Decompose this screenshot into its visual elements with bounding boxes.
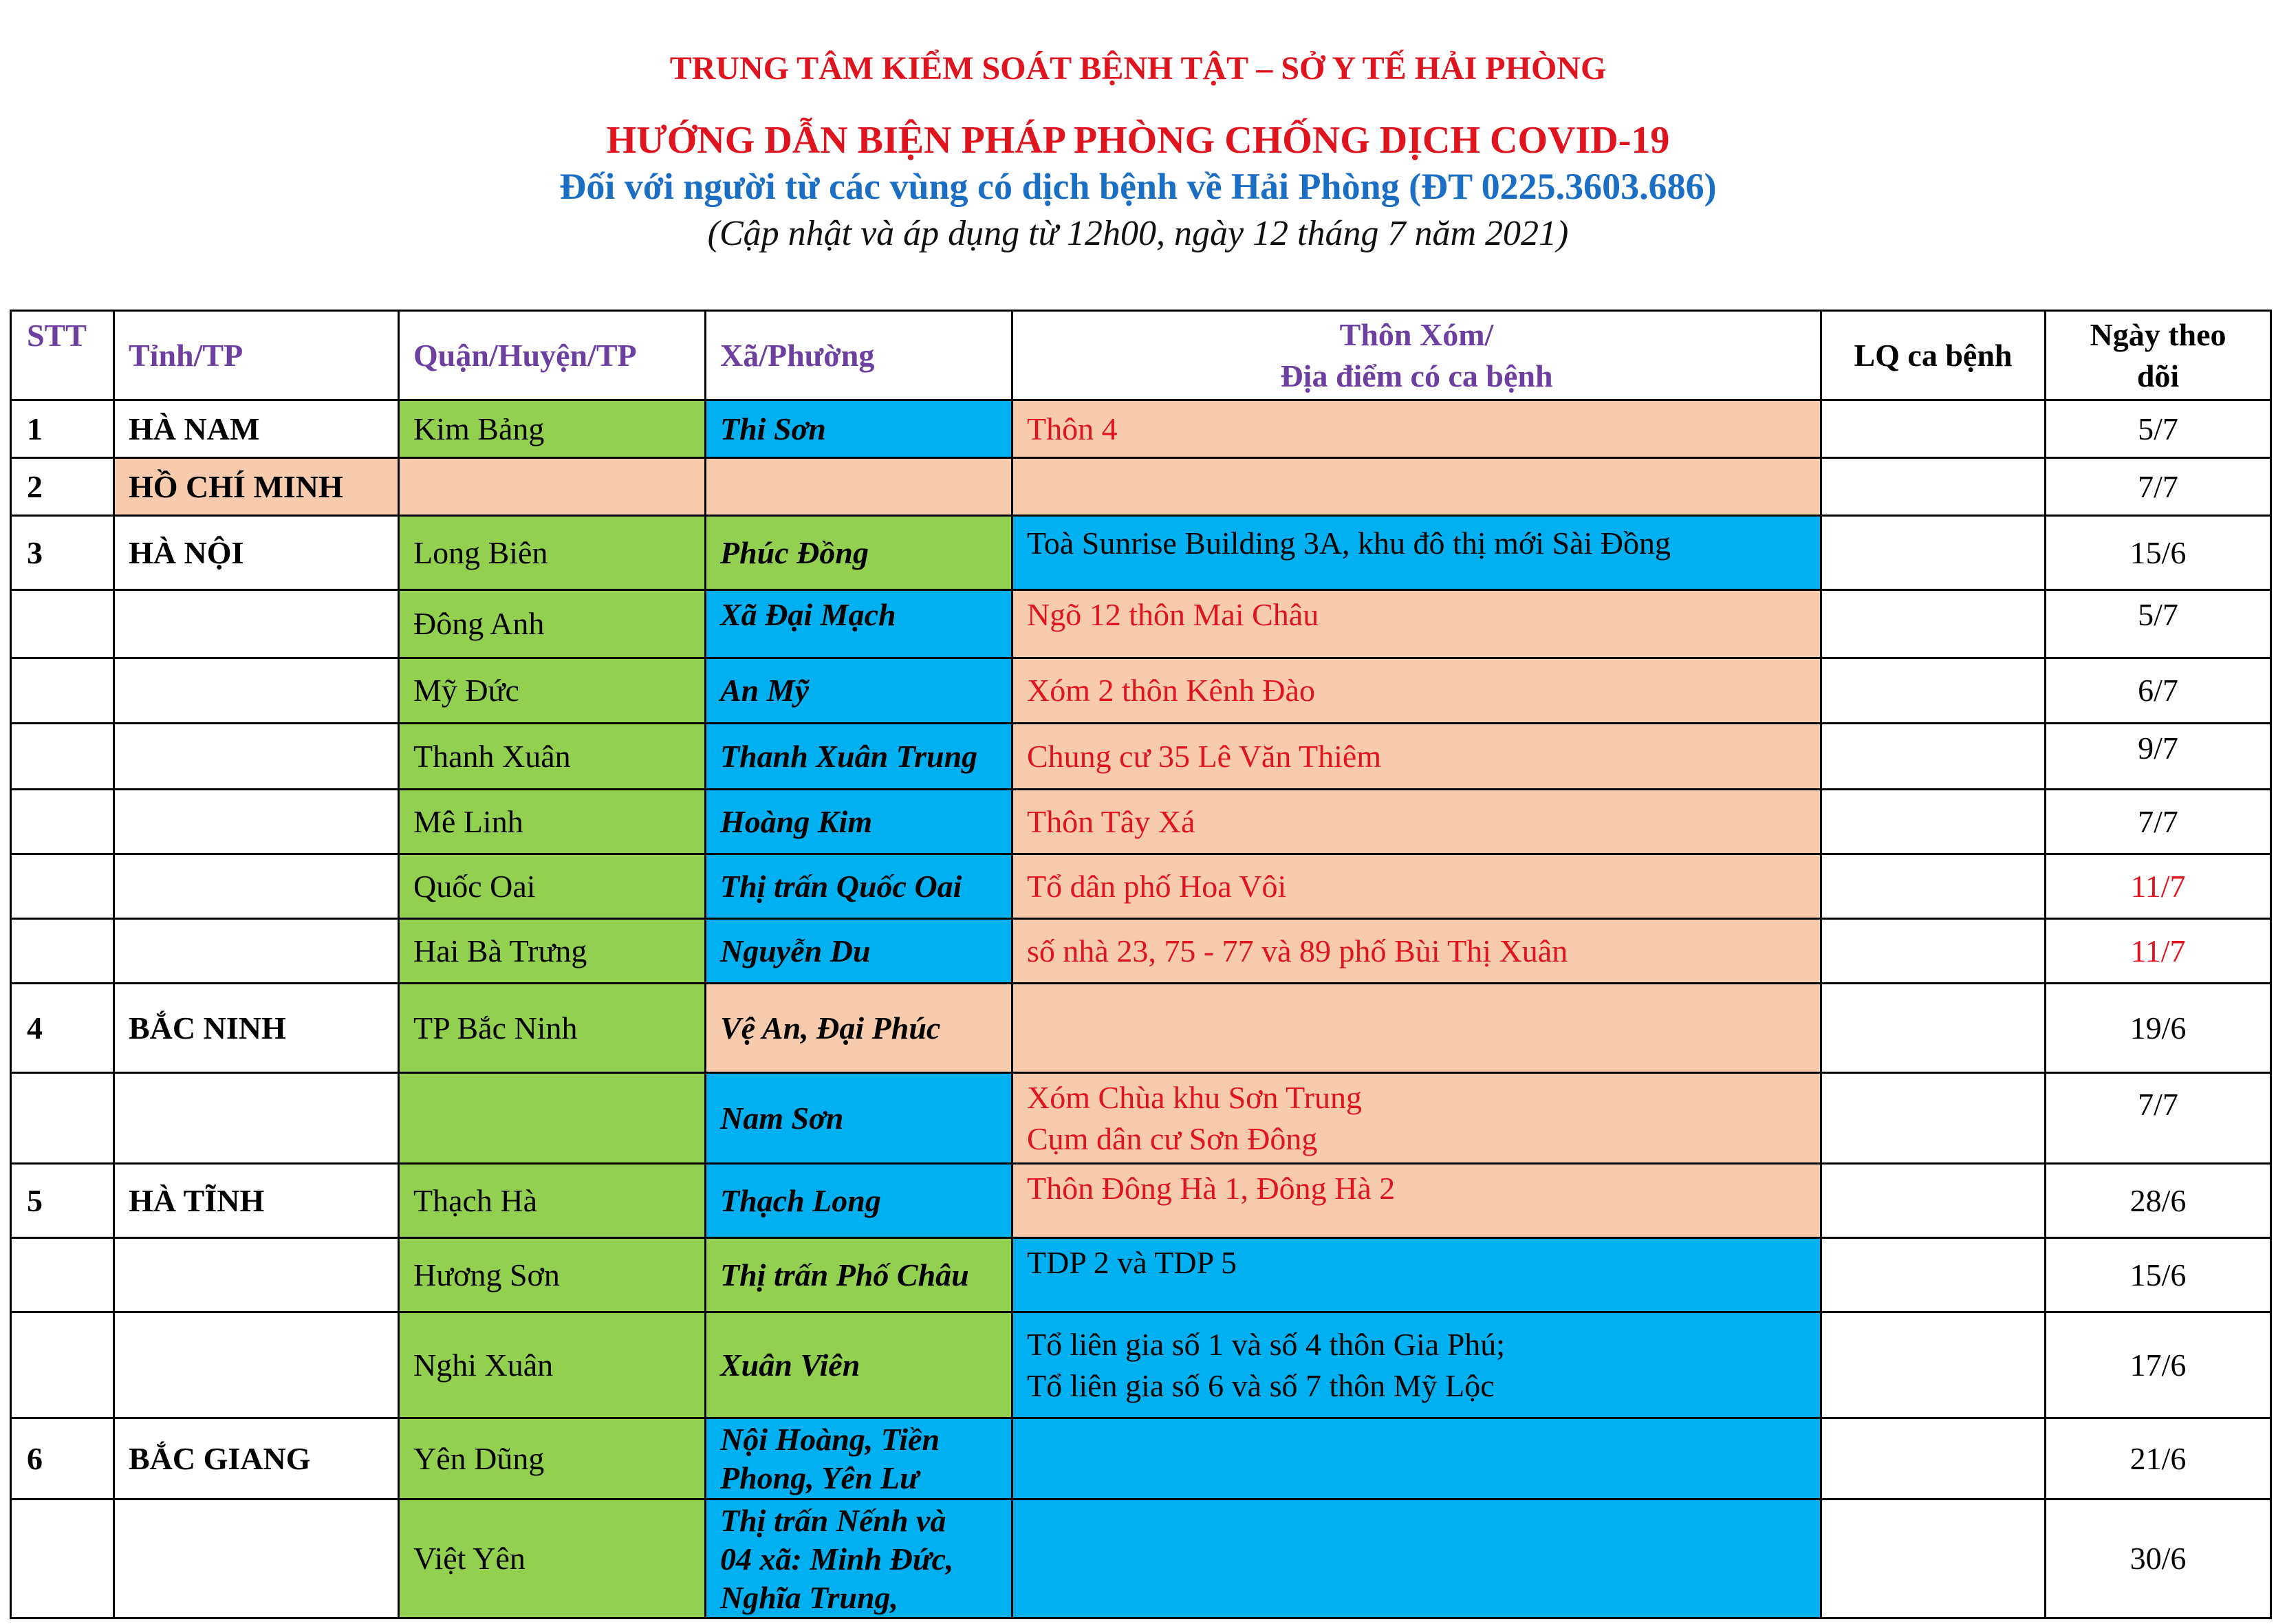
cell-stt: 6 — [11, 1418, 114, 1500]
cell-related — [1821, 516, 2046, 590]
cell-related — [1821, 1418, 2046, 1500]
table-row — [11, 516, 2271, 590]
cell-date: 15/6 — [2046, 1238, 2271, 1312]
cell-stt: 4 — [11, 984, 114, 1073]
org-heading: TRUNG TÂM KIỂM SOÁT BỆNH TẬT – SỞ Y TẾ HẢI PHÒNG — [669, 50, 1607, 87]
cell-stt — [11, 1312, 114, 1418]
cell-place: Chung cư 35 Lê Văn Thiêm — [1012, 724, 1821, 790]
update-note: (Cập nhật và áp dụng từ 12h00, ngày 12 tháng 7 năm 2021) — [707, 214, 1569, 253]
cell-related — [1821, 458, 2046, 516]
cell-place — [1012, 984, 1821, 1073]
cell-district: Quốc Oai — [399, 854, 706, 919]
cell-ward: Nam Sơn — [706, 1073, 1012, 1164]
table-row — [11, 458, 2271, 516]
cell-related — [1821, 1073, 2046, 1164]
cell-ward: Thị trấn Nếnh và 04 xã: Minh Đức, Nghĩa Trung, — [706, 1500, 1012, 1618]
cell-place — [1012, 1500, 1821, 1618]
cell-district: Thạch Hà — [399, 1164, 706, 1238]
cell-province: HÀ NỘI — [114, 516, 399, 590]
document-title: HƯỚNG DẪN BIỆN PHÁP PHÒNG CHỐNG DỊCH COVID-19 — [606, 119, 1670, 162]
cell-stt — [11, 1238, 114, 1312]
cell-date: 21/6 — [2046, 1418, 2271, 1500]
cell-place: Thôn 4 — [1012, 400, 1821, 458]
cell-place — [1012, 1418, 1821, 1500]
cell-related — [1821, 919, 2046, 984]
cell-district: Hương Sơn — [399, 1238, 706, 1312]
cell-stt — [11, 724, 114, 790]
cell-related — [1821, 790, 2046, 854]
cell-place: Thôn Tây Xá — [1012, 790, 1821, 854]
cell-district: Mỹ Đức — [399, 658, 706, 724]
cell-ward: An Mỹ — [706, 658, 1012, 724]
cell-ward: Hoàng Kim — [706, 790, 1012, 854]
cell-district: Mê Linh — [399, 790, 706, 854]
cell-province: BẮC GIANG — [114, 1418, 399, 1500]
cell-stt — [11, 854, 114, 919]
cell-province — [114, 658, 399, 724]
cell-district: TP Bắc Ninh — [399, 984, 706, 1073]
col-header-stt: STT — [11, 311, 114, 400]
cell-province: HÀ NAM — [114, 400, 399, 458]
cell-related — [1821, 658, 2046, 724]
cell-province — [114, 1238, 399, 1312]
cell-date: 7/7 — [2046, 1073, 2271, 1164]
cell-ward: Thị trấn Phố Châu — [706, 1238, 1012, 1312]
table-row — [11, 1418, 2271, 1500]
cell-stt — [11, 590, 114, 658]
cell-related — [1821, 724, 2046, 790]
cell-related — [1821, 984, 2046, 1073]
col-header-district: Quận/Huyện/TP — [399, 311, 706, 400]
cell-place: Xóm Chùa khu Sơn Trung Cụm dân cư Sơn Đông — [1012, 1073, 1821, 1164]
cell-district: Thanh Xuân — [399, 724, 706, 790]
cell-stt — [11, 658, 114, 724]
cell-ward: Thạch Long — [706, 1164, 1012, 1238]
cell-date: 11/7 — [2046, 919, 2271, 984]
cell-stt: 3 — [11, 516, 114, 590]
cell-ward: Phúc Đồng — [706, 516, 1012, 590]
cell-province — [114, 919, 399, 984]
cell-place — [1012, 458, 1821, 516]
cell-related — [1821, 400, 2046, 458]
cell-province — [114, 790, 399, 854]
cell-place: Ngõ 12 thôn Mai Châu — [1012, 590, 1821, 658]
cell-date: 6/7 — [2046, 658, 2271, 724]
cell-date: 5/7 — [2046, 400, 2271, 458]
cell-district: Yên Dũng — [399, 1418, 706, 1500]
cell-date: 28/6 — [2046, 1164, 2271, 1238]
col-header-ward: Xã/Phường — [706, 311, 1012, 400]
cell-stt: 2 — [11, 458, 114, 516]
cell-ward: Vệ An, Đại Phúc — [706, 984, 1012, 1073]
col-header-related: LQ ca bệnh — [1821, 311, 2046, 400]
table-row — [11, 590, 2271, 658]
cell-stt — [11, 919, 114, 984]
table-row — [11, 919, 2271, 984]
cell-province: HỒ CHÍ MINH — [114, 458, 399, 516]
cell-date: 9/7 — [2046, 724, 2271, 790]
cell-district: Việt Yên — [399, 1500, 706, 1618]
cell-related — [1821, 1164, 2046, 1238]
col-header-date: Ngày theo dõi — [2046, 311, 2271, 400]
cell-district: Kim Bảng — [399, 400, 706, 458]
table-row — [11, 1164, 2271, 1238]
table-row — [11, 724, 2271, 790]
cell-ward: Nội Hoàng, Tiền Phong, Yên Lư — [706, 1418, 1012, 1500]
document-subtitle: Đối với người từ các vùng có dịch bệnh về Hải Phòng (ĐT 0225.3603.686) — [559, 166, 1717, 207]
cell-stt — [11, 1073, 114, 1164]
table-row — [11, 984, 2271, 1073]
table-row — [11, 854, 2271, 919]
cell-related — [1821, 1312, 2046, 1418]
cell-place: Tổ liên gia số 1 và số 4 thôn Gia Phú; Tổ liên gia số 6 và số 7 thôn Mỹ Lộc — [1012, 1312, 1821, 1418]
cell-province: HÀ TĨNH — [114, 1164, 399, 1238]
cell-date: 15/6 — [2046, 516, 2271, 590]
cell-place: số nhà 23, 75 - 77 và 89 phố Bùi Thị Xuân — [1012, 919, 1821, 984]
cell-ward: Thị trấn Quốc Oai — [706, 854, 1012, 919]
cell-date: 19/6 — [2046, 984, 2271, 1073]
table-row — [11, 1500, 2271, 1618]
cell-related — [1821, 590, 2046, 658]
cell-ward: Thanh Xuân Trung — [706, 724, 1012, 790]
cell-date: 7/7 — [2046, 458, 2271, 516]
cell-province — [114, 590, 399, 658]
cell-ward: Thi Sơn — [706, 400, 1012, 458]
cell-district — [399, 1073, 706, 1164]
cell-province — [114, 724, 399, 790]
table-header-row — [11, 311, 2271, 400]
cell-place: Toà Sunrise Building 3A, khu đô thị mới Sài Đồng — [1012, 516, 1821, 590]
cell-district: Long Biên — [399, 516, 706, 590]
table-row — [11, 658, 2271, 724]
col-header-province: Tỉnh/TP — [114, 311, 399, 400]
cell-province — [114, 1500, 399, 1618]
cell-ward: Xuân Viên — [706, 1312, 1012, 1418]
outbreak-locations-table — [10, 310, 2272, 1619]
cell-ward: Nguyễn Du — [706, 919, 1012, 984]
cell-date: 17/6 — [2046, 1312, 2271, 1418]
cell-stt: 5 — [11, 1164, 114, 1238]
cell-province: BẮC NINH — [114, 984, 399, 1073]
cell-province — [114, 1073, 399, 1164]
cell-stt — [11, 1500, 114, 1618]
table-row — [11, 790, 2271, 854]
cell-related — [1821, 1238, 2046, 1312]
cell-stt: 1 — [11, 400, 114, 458]
cell-place: Xóm 2 thôn Kênh Đào — [1012, 658, 1821, 724]
table-row — [11, 1312, 2271, 1418]
cell-date: 7/7 — [2046, 790, 2271, 854]
cell-place: Tổ dân phố Hoa Vôi — [1012, 854, 1821, 919]
cell-province — [114, 854, 399, 919]
cell-ward — [706, 458, 1012, 516]
cell-district — [399, 458, 706, 516]
cell-date: 11/7 — [2046, 854, 2271, 919]
cell-stt — [11, 790, 114, 854]
cell-place: Thôn Đông Hà 1, Đông Hà 2 — [1012, 1164, 1821, 1238]
table-row — [11, 1238, 2271, 1312]
cell-date: 5/7 — [2046, 590, 2271, 658]
cell-ward: Xã Đại Mạch — [706, 590, 1012, 658]
table-row — [11, 1073, 2271, 1164]
cell-date: 30/6 — [2046, 1500, 2271, 1618]
cell-related — [1821, 1500, 2046, 1618]
cell-province — [114, 1312, 399, 1418]
col-header-place: Thôn Xóm/ Địa điểm có ca bệnh — [1012, 311, 1821, 400]
cell-district: Nghi Xuân — [399, 1312, 706, 1418]
cell-district: Đông Anh — [399, 590, 706, 658]
cell-related — [1821, 854, 2046, 919]
table-row — [11, 400, 2271, 458]
cell-district: Hai Bà Trưng — [399, 919, 706, 984]
cell-place: TDP 2 và TDP 5 — [1012, 1238, 1821, 1312]
